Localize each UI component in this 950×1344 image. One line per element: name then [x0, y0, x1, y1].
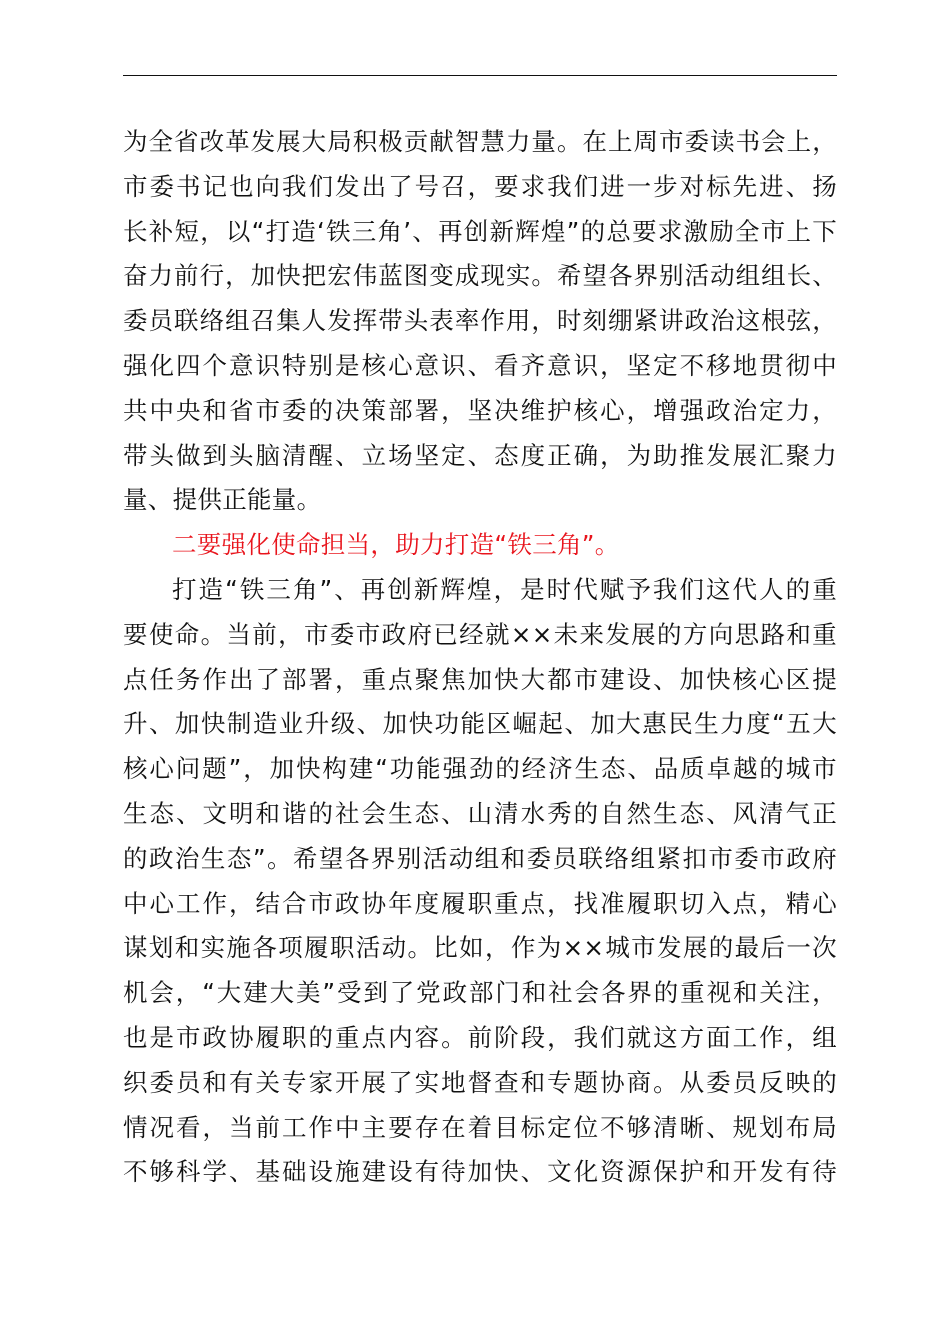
document-body	[123, 120, 837, 1195]
text-line: 为全省改革发展大局积极贡献智慧力量。在上周市委读书会上，	[123, 127, 837, 156]
text-line: 强化四个意识特别是核心意识、看齐意识，坚定不移地贯彻中	[123, 350, 837, 380]
text-line: 也是市政协履职的重点内容。前阶段，我们就这方面工作，组	[123, 1022, 837, 1052]
text-line: 奋力前行，加快把宏伟蓝图变成现实。希望各界别活动组组长、	[123, 261, 837, 291]
text-line: 织委员和有关专家开展了实地督查和专题协商。从委员反映的	[123, 1067, 837, 1097]
text-line: 生态、文明和谐的社会生态、山清水秀的自然生态、风清气正	[123, 798, 837, 828]
text-line: 打造“铁三角”、再创新辉煌，是时代赋予我们这代人的重	[172, 574, 837, 604]
paragraph-2	[123, 568, 837, 1195]
text-line: 中心工作，结合市政协年度履职重点，找准履职切入点，精心	[123, 888, 837, 918]
paragraph-1	[123, 120, 837, 523]
text-line: 不够科学、基础设施建设有待加快、文化资源保护和开发有待	[123, 1157, 837, 1187]
text-line: 点任务作出了部署，重点聚焦加快大都市建设、加快核心区提	[123, 664, 837, 694]
section-heading: 二要强化使命担当，助力打造“铁三角”。	[172, 530, 620, 560]
text-line: 核心问题”，加快构建“功能强劲的经济生态、品质卓越的城市	[123, 754, 837, 784]
text-line: 情况看，当前工作中主要存在着目标定位不够清晰、规划布局	[123, 1112, 837, 1142]
text-line: 长补短，以“打造‘铁三角’、再创新辉煌”的总要求激励全市上下	[123, 216, 837, 246]
header-rule	[123, 75, 837, 76]
text-line: 共中央和省市委的决策部署，坚决维护核心，增强政治定力，	[123, 395, 837, 425]
text-line: 带头做到头脑清醒、立场坚定、态度正确，为助推发展汇聚力	[123, 440, 837, 470]
text-line: 委员联络组召集人发挥带头表率作用，时刻绷紧讲政治这根弦，	[123, 306, 837, 336]
text-line: 谋划和实施各项履职活动。比如，作为××城市发展的最后一次	[123, 933, 837, 963]
text-line: 机会，“大建大美”受到了党政部门和社会各界的重视和关注，	[123, 978, 837, 1008]
text-line: 要使命。当前，市委市政府已经就××未来发展的方向思路和重	[123, 619, 837, 649]
text-line: 量、提供正能量。	[123, 485, 322, 515]
text-line: 升、加快制造业升级、加快功能区崛起、加大惠民生力度“五大	[123, 709, 837, 739]
text-line: 市委书记也向我们发出了号召，要求我们进一步对标先进、扬	[123, 171, 837, 201]
text-line: 的政治生态”。希望各界别活动组和委员联络组紧扣市委市政府	[123, 843, 837, 873]
